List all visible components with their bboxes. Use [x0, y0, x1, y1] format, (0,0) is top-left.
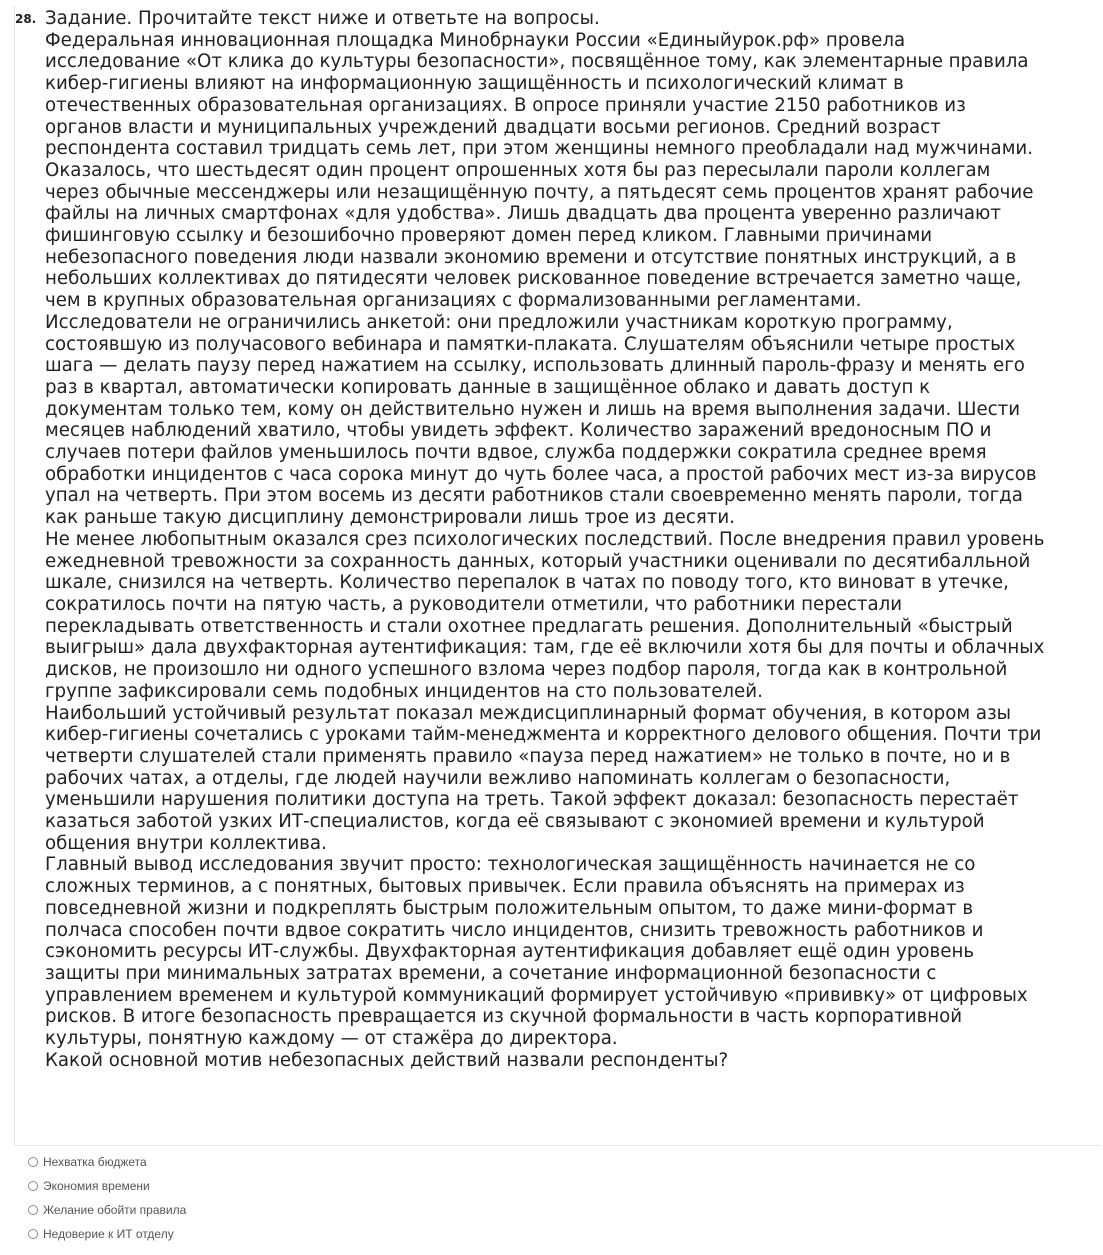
text-paragraph-1: Федеральная инновационная площадка Минобрнауки России «Единыйурок.рф» провела исследование «От клика до культуры безопасности», посвящённое тому, как элементарные правила кибер-гигиены влияют на информационную защищённость и психологический климат в отечественных образовательная организациях. В опросе приняли участие 2150 работников из органов власти и муниципальных учреждений двадцати восьми регионов. Средний возраст респондента составил тридцать семь лет, при этом женщины немного преобладали над мужчинами. Оказалось, что шестьдесят один процент опрошенных хотя бы раз пересылали пароли коллегам через обычные мессенджеры или незащищённую почту, а пятьдесят семь процентов хранят рабочие файлы на личных смартфонах «для удобства». Лишь двадцать два процента уверенно различают фишинговую ссылку и безошибочно проверяют домен перед кликом. Главными причинами небезопасного поведения люди назвали экономию времени и отсутствие понятных инструкций, а в небольших коллективах до пятидесяти человек рискованное поведение встречается заметно чаще, чем в крупных образовательная организациях с формализованными регламентами.	[45, 29, 1034, 312]
answer-option[interactable]	[28, 1150, 186, 1174]
question-number: 28.	[15, 12, 37, 26]
answer-option[interactable]	[28, 1174, 186, 1198]
answer-option-label: Недоверие к ИТ отделу	[43, 1227, 174, 1241]
text-paragraph-5: Главный вывод исследования звучит просто: технологическая защищённость начинается не со сложных терминов, а с понятных, бытовых привычек. Если правила объяснять на примерах из повседневной жизни и подкреплять быстрым положительным опытом, то даже мини-формат в полчаса способен почти вдвое сократить число инцидентов, снизить тревожность работников и сэкономить ресурсы ИТ-службы. Двухфакторная аутентификация добавляет ещё один уровень защиты при минимальных затратах времени, а сочетание информационной безопасности с управлением временем и культурой коммуникаций формирует устойчивую «прививку» от цифровых рисков. В итоге безопасность превращается из скучной формальности в часть корпоративной культуры, понятную каждому — от стажёра до директора.	[45, 854, 1028, 1050]
text-paragraph-4: Наибольший устойчивый результат показал междисциплинарный формат обучения, в котором азы кибер-гигиены сочетались с уроками тайм-менеджмента и корректного делового общения. Почти три четверти слушателей стали применять правило «пауза перед нажатием» не только в почте, но и в рабочих чатах, а отделы, где людей научили вежливо напоминать коллегам о безопасности, уменьшили нарушения политики доступа на треть. Такой эффект доказал: безопасность перестаёт казаться заботой узких ИТ-специалистов, когда её связывают с экономией времени и культурой общения внутри коллектива.	[45, 702, 1042, 854]
radio-button[interactable]	[28, 1157, 38, 1167]
answer-options	[28, 1150, 186, 1246]
radio-button[interactable]	[28, 1229, 38, 1239]
text-paragraph-2: Исследователи не ограничились анкетой: они предложили участникам короткую программу, состоявшую из получасового вебинара и памятки-плаката. Слушателям объяснили четыре простых шага — делать паузу перед нажатием на ссылку, использовать длинный пароль-фразу и менять его раз в квартал, автоматически копировать данные в защищённое облако и давать доступ к документам только тем, кому он действительно нужен и лишь на время выполнения задачи. Шести месяцев наблюдений хватило, чтобы увидеть эффект. Количество заражений вредоносным ПО и случаев потери файлов уменьшилось почти вдвое, служба поддержки сократила среднее время обработки инцидентов с часа сорока минут до чуть более часа, а простой рабочих мест из-за вирусов упал на четверть. При этом восемь из десяти работников стали своевременно менять пароли, тогда как раньше такую дисциплину демонстрировали лишь трое из десяти.	[45, 311, 1037, 529]
radio-button[interactable]	[28, 1181, 38, 1191]
answer-option[interactable]	[28, 1222, 186, 1246]
answer-option-label: Нехватка бюджета	[43, 1155, 147, 1169]
question-prompt: Какой основной мотив небезопасных действий назвали респонденты?	[45, 1049, 729, 1071]
text-paragraph-3: Не менее любопытным оказался срез психологических последствий. После внедрения правил уровень ежедневной тревожности за сохранность данных, который участники оценивали по десятибалльной шкале, снизился на четверть. Количество перепалок в чатах по поводу того, кто виноват в утечке, сократилось почти на пятую часть, а руководители отметили, что работники перестали перекладывать ответственность и стали охотнее предлагать решения. Дополнительный «быстрый выигрыш» дала двухфакторная аутентификация: там, где её включили хотя бы для почты и облачных дисков, не произошло ни одного успешного взлома через подбор пароля, тогда как в контрольной группе зафиксировали семь подобных инцидентов на сто пользователей.	[45, 528, 1045, 702]
radio-button[interactable]	[28, 1205, 38, 1215]
answer-option-label: Желание обойти правила	[43, 1203, 187, 1217]
answer-option-label: Экономия времени	[43, 1179, 150, 1193]
question-text	[45, 8, 1045, 1071]
answer-option[interactable]	[28, 1198, 186, 1222]
task-instruction: Задание. Прочитайте текст ниже и ответьте на вопросы.	[45, 8, 600, 29]
